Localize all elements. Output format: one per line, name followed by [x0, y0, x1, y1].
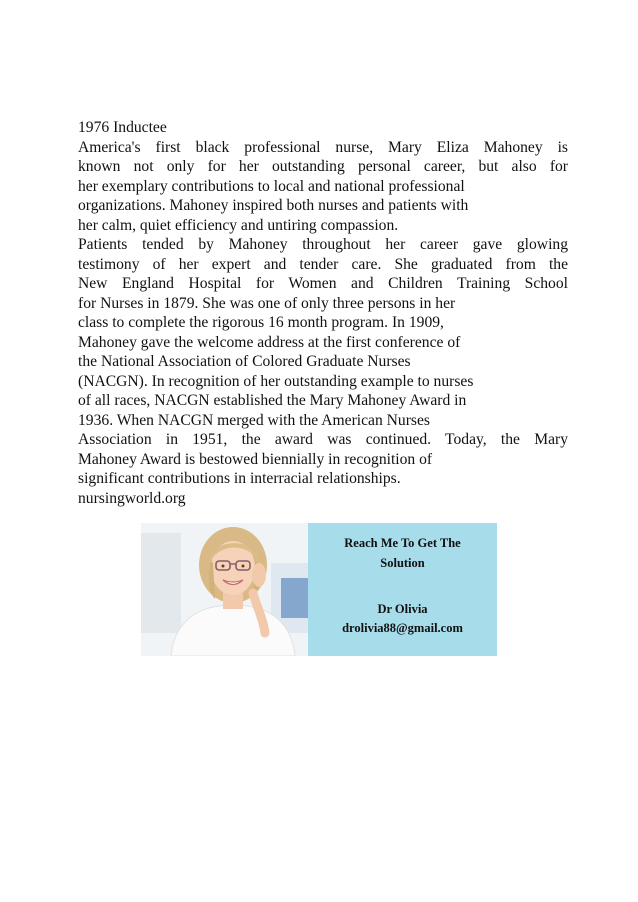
article-line: New England Hospital for Women and Children Training School — [78, 275, 568, 292]
article-line: her exemplary contributions to local and national professional — [78, 177, 465, 195]
article-line: Mahoney Award is bestowed biennially in recognition of — [78, 450, 433, 468]
woman-photo — [141, 523, 308, 656]
article-line: significant contributions in interracial relationships. — [78, 470, 401, 487]
article-line: (NACGN). In recognition of her outstanding example to nurses — [78, 372, 474, 390]
article-line: 1936. When NACGN merged with the American Nurses — [78, 411, 430, 429]
article-line: America's first black professional nurse, Mary Eliza Mahoney is — [78, 138, 568, 156]
promo-headline-line2: Solution — [380, 556, 425, 570]
article-heading: 1976 Inductee — [78, 119, 167, 136]
article-line: Patients tended by Mahoney throughout her career gave glowing — [78, 236, 568, 253]
contact-email: drolivia88@gmail.com — [342, 621, 463, 635]
article-line: organizations. Mahoney inspired both nurses and patients with — [78, 197, 469, 214]
article-line: Association in 1951, the award was continued. Today, the Mary — [78, 431, 568, 448]
article-line: class to complete the rigorous 16 month program. In 1909, — [78, 314, 444, 331]
contact-panel — [308, 523, 497, 656]
contact-banner — [141, 523, 497, 656]
article-line: of all races, NACGN established the Mary Mahoney Award in — [78, 392, 467, 409]
article-line: her calm, quiet efficiency and untiring compassion. — [78, 216, 399, 234]
article-body — [78, 118, 568, 508]
article-source: nursingworld.org — [78, 489, 186, 507]
article-line: testimony of her expert and tender care. She graduated from the — [78, 255, 568, 273]
article-line: Mahoney gave the welcome address at the first conference of — [78, 333, 461, 351]
article-line: for Nurses in 1879. She was one of only three persons in her — [78, 294, 456, 312]
article-line: the National Association of Colored Graduate Nurses — [78, 353, 411, 370]
promo-headline-line1: Reach Me To Get The — [344, 536, 461, 550]
article-line: known not only for her outstanding personal career, but also for — [78, 158, 568, 175]
contact-name: Dr Olivia — [377, 602, 428, 616]
